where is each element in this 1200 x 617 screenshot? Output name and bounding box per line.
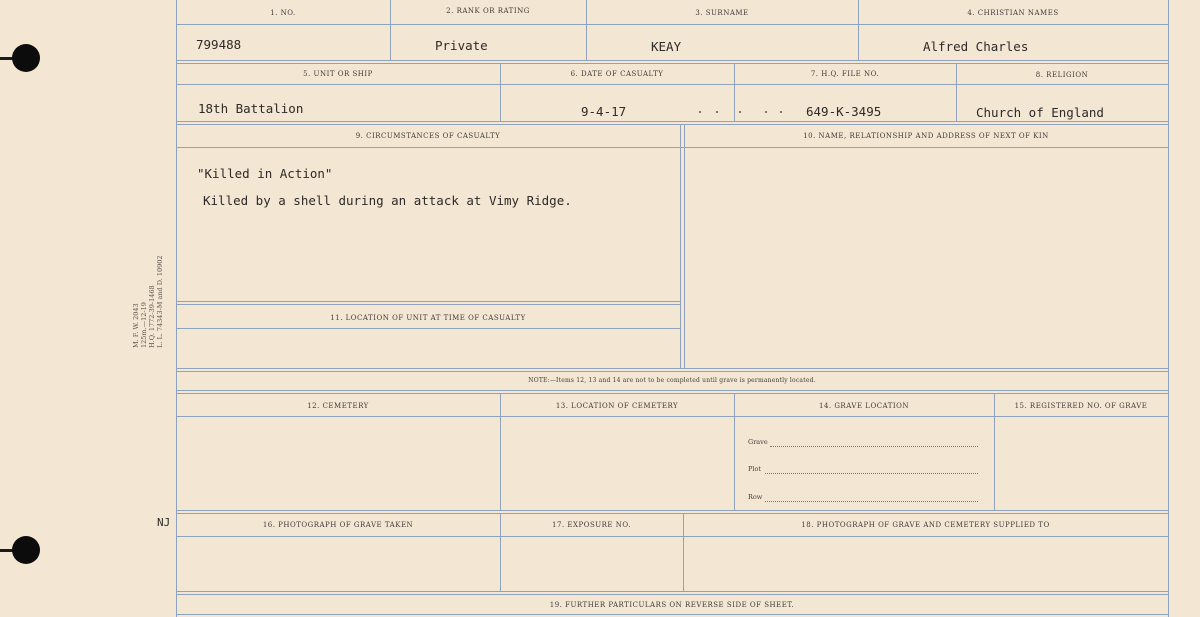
- row3-divider: [680, 124, 681, 368]
- header-cemetery: 12. CEMETERY: [307, 402, 369, 410]
- header-photo-taken: 16. PHOTOGRAPH OF GRAVE TAKEN: [262, 521, 414, 529]
- form-right-border: [1168, 0, 1169, 617]
- value-no: 799488: [196, 37, 242, 52]
- row4-divider-3: [994, 393, 995, 510]
- grave-field-label: Grave: [748, 438, 768, 446]
- side-print-line2: 125m.—12-19: [140, 302, 148, 348]
- row3-divider-inner: [684, 124, 685, 368]
- row4-divider-1: [500, 393, 501, 510]
- ink-speck: [765, 111, 767, 113]
- row-field-label: Row: [748, 493, 763, 501]
- plot-field-line: [765, 473, 978, 474]
- header-rank: 2. RANK OR RATING: [446, 7, 530, 15]
- ink-speck: [699, 111, 701, 113]
- header-location-cemetery: 13. LOCATION OF CEMETERY: [555, 402, 679, 410]
- note-text: NOTE:—Items 12, 13 and 14 are not to be completed until grave is permanently located.: [528, 377, 816, 384]
- note-bottom-rule: [176, 390, 1168, 394]
- punch-hole-top: [12, 44, 40, 72]
- plot-field-label: Plot: [748, 465, 761, 473]
- value-rank: Private: [435, 38, 488, 53]
- header-photo-supplied: 18. PHOTOGRAPH OF GRAVE AND CEMETERY SUPPLIED TO: [801, 521, 1050, 529]
- side-print-line1: M. F. W. 2043: [132, 303, 140, 348]
- header-unit: 5. UNIT OR SHIP: [303, 70, 373, 78]
- header-next-of-kin: 10. NAME, RELATIONSHIP AND ADDRESS OF NEXT OF KIN: [803, 132, 1049, 140]
- ink-speck: [716, 111, 718, 113]
- value-circumstance-line2: Killed by a shell during an attack at Vimy Ridge.: [203, 193, 572, 208]
- row4-divider-2: [734, 393, 735, 510]
- margin-mark: NJ: [157, 516, 171, 529]
- punch-hole-bottom: [12, 536, 40, 564]
- value-christian-names: Alfred Charles: [923, 39, 1029, 54]
- header-registered-no: 15. REGISTERED NO. OF GRAVE: [1014, 402, 1148, 410]
- header-religion: 8. RELIGION: [1035, 71, 1089, 79]
- header-grave-location: 14. GRAVE LOCATION: [818, 402, 910, 410]
- header-circumstances: 9. CIRCUMSTANCES OF CASUALTY: [355, 132, 501, 140]
- row1-bottom-rule: [176, 60, 1168, 64]
- row4-header-rule: [176, 416, 1168, 417]
- location-unit-rule: [176, 328, 680, 329]
- ink-speck: [739, 111, 741, 113]
- header-further-particulars: 19. FURTHER PARTICULARS ON REVERSE SIDE OF SHEET.: [549, 601, 795, 609]
- header-surname: 3. SURNAME: [695, 9, 749, 17]
- value-surname: KEAY: [651, 39, 682, 54]
- row2-header-rule: [176, 84, 1168, 85]
- value-file-no: 649-K-3495: [806, 104, 882, 119]
- value-date: 9-4-17: [581, 104, 627, 119]
- header-date: 6. DATE OF CASUALTY: [570, 70, 664, 78]
- header-file-no: 7. H.Q. FILE NO.: [810, 70, 880, 78]
- note-top-rule: [176, 368, 1168, 372]
- header-exposure: 17. EXPOSURE NO.: [552, 521, 631, 529]
- row5-top-rule: [176, 510, 1168, 514]
- header-no: 1. NO.: [270, 9, 296, 17]
- row-field-line: [765, 501, 978, 502]
- row6-bottom-rule: [176, 614, 1168, 615]
- row1-header-rule: [176, 24, 1168, 25]
- grave-field-line: [770, 446, 978, 447]
- row5-header-rule: [176, 536, 1168, 537]
- value-religion: Church of England: [976, 105, 1104, 120]
- circumstances-bottom-rule: [176, 301, 680, 305]
- row2-bottom-rule: [176, 121, 1168, 125]
- value-circumstance-line1: "Killed in Action": [197, 166, 333, 181]
- header-christian-names: 4. CHRISTIAN NAMES: [967, 9, 1059, 17]
- row3-header-rule: [176, 147, 1168, 148]
- row6-top-rule: [176, 591, 1168, 595]
- side-print-line3: H.Q. 1772-39-1468: [148, 285, 156, 348]
- value-unit: 18th Battalion: [198, 101, 304, 116]
- ink-speck: [780, 111, 782, 113]
- side-print-line4: L. L. 74343-M and D. 10902: [156, 255, 164, 348]
- header-location-unit: 11. LOCATION OF UNIT AT TIME OF CASUALTY: [330, 314, 526, 322]
